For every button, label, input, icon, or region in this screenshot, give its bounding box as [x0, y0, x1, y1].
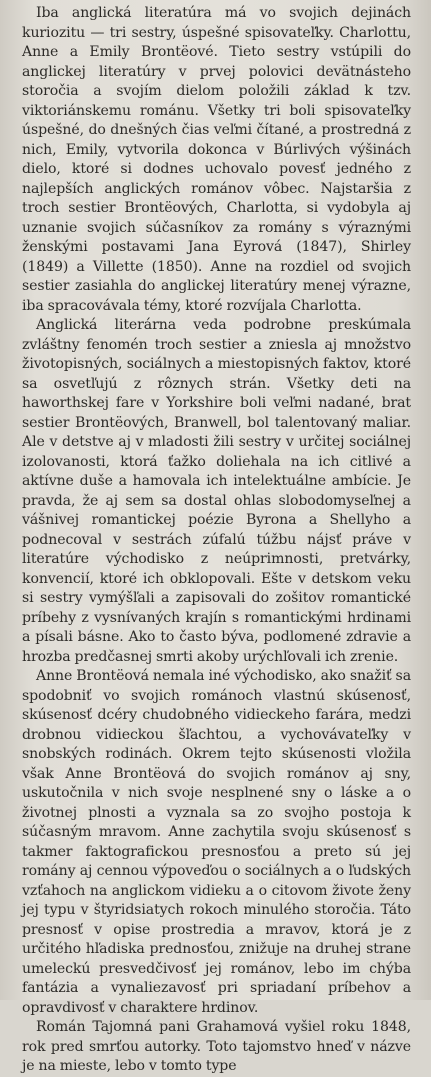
- paragraph-3: Anne Brontëová nemala iné východisko, ako snažiť sa spodobniť vo svojich románoch vlastnú skúsenosť, skúsenosť dcéry chudobného vidieckeho farára, medzi drobnou vidieckou šľachtou, a vychovávateľky v snobských rodinách. Okrem tejto skúsenosti vložila však Anne Brontëová do svojich románov aj sny, uskutočnila v nich svoje nesplnené sny o láske a o životnej plnosti a vyznala sa zo svojho postoja k súčasným mravom. Anne zachytila svoju skúsenosť s takmer faktografickou presnosťou a preto sú jej romány aj cennou výpoveďou o sociálnych a o ľudských vzťahoch na anglickom vidieku a o citovom živote ženy jej typu v štyridsiatych rokoch minulého storočia. Táto presnosť v opise prostredia a mravov, ktorá je z určitého hľadiska prednosťou, znižuje na druhej strane umeleckú presvedčivosť jej románov, lebo im chýba fantázia a vynaliezavosť pri spriadaní príbehov a opravdivosť v charaktere hrdinov.: [22, 668, 411, 1016]
- paragraph-4: Román Tajomná pani Grahamová vyšiel roku 1848, rok pred smrťou autorky. Toto tajomstvo hneď v názve je na mieste, lebo v tomto type: [22, 1019, 411, 1074]
- paragraph-1: Iba anglická literatúra má vo svojich dejinách kuriozitu — tri sestry, úspešné spisovateľky. Charlottu, Anne a Emily Brontëové. Tieto sestry vstúpili do anglickej literatúry v prvej polovici devätnásteho storočia a svojím dielom položili základ k tzv. viktoriánskemu románu. Všetky tri boli spisovateľky úspešné, do dnešných čias veľmi čítané, a prostredná z nich, Emily, vytvorila dokonca v Búrlivých výšinách dielo, ktoré si dodnes uchovalo povesť jedného z najlepších anglických románov vôbec. Najstaršia z troch sestier Brontëových, Charlotta, si vydobyla aj uznanie svojich súčasníkov za romány s výraznými ženskými postavami Jana Eyrová (1847), Shirley (1849) a Villette (1850). Anne na rozdiel od svojich sestier zasiahla do anglickej literatúry menej výrazne, iba spracovávala témy, ktoré rozvíjala Charlotta.: [22, 5, 411, 314]
- paragraph-2: Anglická literárna veda podrobne preskúmala zvláštny fenomén troch sestier a zniesla aj množstvo životopisných, sociálnych a miestopisných faktov, ktoré sa osvetľujú z rôznych strán. Všetky deti na haworthskej fare v Yorkshire boli veľmi nadané, brat sestier Brontëových, Branwell, bol talentovaný maliar. Ale v detstve aj v mladosti žili sestry v určitej sociálnej izolovanosti, ktorá ťažko doliehala na ich citlivé a aktívne duše a hamovala ich intelektuálne ambície. Je pravda, že aj sem sa dostal ohlas slobodomyseľnej a vášnivej romantickej poézie Byrona a Shellyho a podnecoval v sestrách zúfalú túžbu nájsť práve v literatúre východisko z neúprimnosti, pretvárky, konvencií, ktoré ich obklopovali. Ešte v detskom veku si sestry vymýšľali a zapisovali do zošitov romantické príbehy z vysnívaných krajín s romantickými hrdinami a písali básne. Ako to často býva, podlomené zdravie a hrozba predčasnej smrti akoby urýchľovali ich zrenie.: [22, 317, 411, 665]
